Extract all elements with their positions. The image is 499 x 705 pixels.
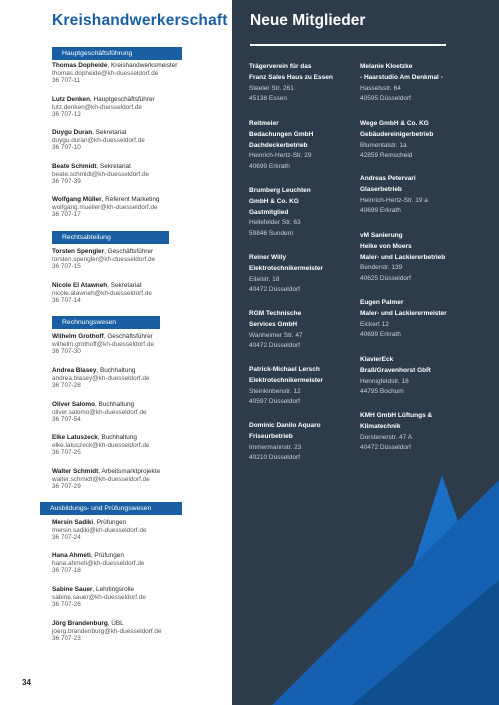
staff-entry — [52, 129, 227, 152]
member-entry — [360, 355, 488, 398]
staff-entry — [52, 196, 227, 219]
staff-entry — [52, 282, 227, 305]
staff-phone: 36 707-11 — [52, 77, 81, 85]
member-address-line: 44795 Bochum — [360, 388, 404, 396]
member-name-line: Elektrotechnikermeister — [249, 264, 324, 272]
member-name-line: Eugen Palmer — [360, 299, 404, 306]
staff-phone: 36 707-18 — [52, 567, 81, 575]
page-number: 34 — [22, 678, 31, 687]
member-name-line: Klimatechnik — [360, 422, 401, 430]
staff-name: Elke Latuszeck — [52, 434, 98, 441]
member-entry — [360, 231, 488, 285]
staff-entry — [52, 586, 227, 609]
staff-entry — [52, 248, 227, 271]
staff-name: Jörg Brandenburg — [52, 620, 108, 627]
page-title: Kreishandwerkerschaft — [52, 12, 228, 29]
staff-email[interactable]: hana.ahmeti@kh-duesseldorf.de — [52, 559, 145, 567]
staff-name: Thomas Dopheide — [52, 62, 108, 69]
member-entry — [249, 119, 377, 173]
staff-email[interactable]: duygu.duran@kh-duesseldorf.de — [52, 136, 145, 144]
staff-role: , Lehrlingsrolle — [92, 586, 135, 593]
member-address-line: Blumentalstr. 1a — [360, 141, 407, 149]
staff-phone: 36 707-14 — [52, 297, 81, 305]
member-address-line: 40625 Düsseldorf — [360, 275, 411, 283]
staff-email[interactable]: thomas.dopheide@kh-duesseldorf.de — [52, 69, 159, 77]
member-address-line: 40472 Düsseldorf — [249, 342, 300, 350]
staff-name: Andrea Blasey — [52, 367, 97, 374]
staff-entry — [52, 333, 227, 356]
staff-entry — [52, 401, 227, 424]
member-address-line: 59846 Sundern — [249, 230, 294, 238]
staff-role: , Buchhaltung — [94, 401, 135, 408]
staff-phone: 36 707-29 — [52, 483, 81, 491]
member-entry — [249, 62, 377, 105]
staff-name: Hana Ahmeti — [52, 552, 91, 559]
staff-name: Duygu Duran — [52, 129, 93, 136]
staff-role: , Sekretariat — [96, 163, 131, 170]
member-name-line: Andreas Petervari — [360, 175, 416, 182]
staff-role: , Arbeitsmarktprojekte — [98, 468, 161, 475]
member-address-line: 45138 Essen — [249, 95, 287, 103]
staff-email[interactable]: wolfgang.mueller@kh-duesseldorf.de — [52, 203, 158, 211]
staff-entry — [52, 468, 227, 491]
staff-name: Beate Schmidt — [52, 163, 97, 170]
staff-entry — [52, 62, 227, 85]
member-address-line: 40597 Düsseldorf — [249, 398, 300, 406]
member-address-line: 40595 Düsseldorf — [360, 95, 411, 103]
staff-email[interactable]: oliver.salomo@kh-duesseldorf.de — [52, 408, 147, 416]
staff-phone: 36 707-24 — [52, 534, 81, 542]
member-entry — [360, 298, 488, 341]
member-entry — [360, 62, 488, 105]
staff-email[interactable]: torsten.spengler@kh-duesseldorf.de — [52, 255, 156, 263]
staff-name: Sabine Sauer — [52, 586, 93, 593]
member-name-line: vM Sanierung — [360, 232, 403, 239]
member-address-line: 40699 Erkrath — [360, 331, 401, 339]
staff-email[interactable]: andrea.blasey@kh-duesseldorf.de — [52, 374, 150, 382]
staff-entry — [52, 434, 227, 457]
member-entry — [249, 365, 377, 408]
member-address-line: Heinrich-Hertz-Str. 29 — [249, 152, 312, 160]
member-name-line: Glaserbetrieb — [360, 185, 402, 193]
staff-role: , Prüfungen — [93, 519, 127, 526]
member-entry — [360, 174, 488, 217]
staff-role: , Referent Marketing — [101, 196, 160, 203]
member-address-line: Eickert 12 — [360, 320, 389, 328]
member-name-line: Patrick-Michael Lersch — [249, 366, 320, 373]
section-header: Hauptgeschäftsführung — [52, 47, 182, 60]
member-address-line: 40210 Düsseldorf — [249, 454, 300, 462]
staff-entry — [52, 163, 227, 186]
staff-entry — [52, 96, 227, 119]
staff-role: , Geschäftsführer — [104, 248, 154, 255]
member-name-line: Franz Sales Haus zu Essen — [249, 73, 333, 81]
staff-phone: 36 707-30 — [52, 348, 81, 356]
staff-email[interactable]: lutz.denken@kh-duesseldorf.de — [52, 103, 142, 111]
member-name-line: Melanie Kloetzke — [360, 63, 413, 70]
staff-phone: 36 707-23 — [52, 635, 81, 643]
staff-email[interactable]: nicole.atawneh@kh-duesseldorf.de — [52, 289, 152, 297]
member-name-line: Bedachungen GmbH — [249, 130, 314, 138]
new-members-title: Neue Mitglieder — [250, 12, 366, 29]
section-header: Rechnungswesen — [52, 316, 160, 329]
member-name-line: Maler- und Lackierermeister — [360, 309, 447, 317]
member-name-line: Trägerverein für das — [249, 63, 312, 70]
member-name-line: Brumberg Leuchten — [249, 187, 311, 194]
member-address-line: Wanheimer Str. 47 — [249, 331, 303, 339]
staff-role: , Prüfungen — [90, 552, 124, 559]
section-header: Ausbildungs- und Prüfungswesen — [40, 502, 182, 515]
staff-role: , Sekretariat — [92, 129, 127, 136]
member-name-line: GmbH & Co. KG — [249, 197, 299, 205]
member-name-line: Reitmeier — [249, 120, 279, 127]
staff-name: Walter Schmidt — [52, 468, 99, 475]
member-name-line: Reiner Willy — [249, 254, 287, 261]
member-name-line: Elektrotechnikermeister — [249, 376, 324, 384]
staff-entry — [52, 519, 227, 542]
member-address-line: 40699 Erkrath — [360, 207, 401, 215]
staff-name: Torsten Spengler — [52, 248, 105, 255]
member-address-line: Hellefelder Str. 63 — [249, 219, 301, 227]
staff-entry — [52, 620, 227, 643]
member-entry — [360, 119, 488, 162]
staff-entry — [52, 367, 227, 390]
staff-phone: 36 707-25 — [52, 449, 81, 457]
member-address-line: Dorstenerstr. 47 A — [360, 433, 413, 441]
staff-name: Wilhelm Grothoff — [52, 333, 104, 340]
member-entry — [249, 421, 377, 464]
decorative-triangles — [232, 0, 499, 705]
staff-email[interactable]: wilhelm.grothoff@kh-duesseldorf.de — [52, 340, 154, 348]
member-name-line: Dominic Danilo Aquaro — [249, 422, 321, 429]
staff-email[interactable]: beate.schmidt@kh-duesseldorf.de — [52, 170, 150, 178]
staff-email[interactable]: mersin.sadiki@kh-duesseldorf.de — [52, 526, 147, 534]
member-address-line: Steinkinbenstr. 12 — [249, 387, 301, 395]
member-address-line: Hasselsstr. 64 — [360, 84, 401, 92]
staff-role: , ÜBL — [107, 620, 124, 627]
member-name-line: Braß/Gravenhorst GbR — [360, 366, 431, 374]
staff-directory-panel — [0, 0, 232, 705]
member-address-line: 42859 Remscheid — [360, 152, 413, 160]
staff-name: Lutz Denken — [52, 96, 90, 103]
member-address-line: 40699 Erkrath — [249, 163, 290, 171]
member-name-line: Gastmitglied — [249, 208, 289, 216]
staff-entry — [52, 552, 227, 575]
member-name-line: Wege GmbH & Co. KG — [360, 120, 429, 127]
staff-name: Wolfgang Müller — [52, 196, 102, 203]
member-address-line: Steeler Str. 261 — [249, 84, 294, 92]
member-name-line: Services GmbH — [249, 320, 298, 328]
staff-role: , Kreishandwerksmeister — [107, 62, 178, 69]
staff-role: , Hauptgeschäftsführer — [90, 96, 155, 103]
staff-email[interactable]: elke.latuszeck@kh-duesseldorf.de — [52, 441, 150, 449]
member-name-line: Heike von Moers — [360, 242, 412, 250]
member-name-line: - Haarstudio Am Denkmal - — [360, 73, 443, 81]
staff-email[interactable]: walter.schmidt@kh-duesseldorf.de — [52, 475, 150, 483]
member-entry — [249, 309, 377, 352]
staff-role: , Buchhaltung — [97, 434, 137, 441]
member-name-line: RGM Technische — [249, 310, 302, 317]
staff-phone: 36 707-15 — [52, 263, 81, 271]
member-name-line: Dachdeckerbetrieb — [249, 141, 308, 149]
member-address-line: 40472 Düsseldorf — [249, 286, 300, 294]
member-entry — [249, 253, 377, 296]
staff-name: Oliver Salomo — [52, 401, 95, 408]
staff-name: Nicole El Atawneh — [52, 282, 108, 289]
staff-phone: 36 707-28 — [52, 382, 81, 390]
staff-phone: 36 707-12 — [52, 111, 81, 119]
member-name-line: Gebäudereinigerbetrieb — [360, 130, 434, 138]
member-address-line: 40472 Düsseldorf — [360, 444, 411, 452]
member-address-line: Hennigfeldstr. 18 — [360, 377, 409, 385]
member-entry — [249, 186, 377, 240]
staff-role: , Sekretariat — [107, 282, 142, 289]
staff-email[interactable]: joerg.brandenburg@kh-duesseldorf.de — [52, 627, 162, 635]
member-address-line: Heinrich-Hertz-Str. 19 a — [360, 196, 428, 204]
title-underline — [250, 44, 446, 46]
staff-phone: 36 707-54 — [52, 416, 81, 424]
staff-role: , Geschäftsführer — [103, 333, 153, 340]
member-name-line: KMH GmbH Lüftungs & — [360, 412, 433, 419]
staff-role: , Buchhaltung — [96, 367, 136, 374]
member-address-line: Benderstr. 139 — [360, 264, 403, 272]
staff-email[interactable]: sabine.sauer@kh-duesseldorf.de — [52, 593, 146, 601]
staff-name: Mersin Sadiki — [52, 519, 94, 526]
member-name-line: KlavierEck — [360, 356, 394, 363]
staff-phone: 36 707-10 — [52, 144, 81, 152]
member-address-line: Eitelstr. 18 — [249, 275, 280, 283]
staff-phone: 36 707-26 — [52, 601, 81, 609]
member-name-line: Friseurbetrieb — [249, 432, 293, 440]
member-address-line: Immermannstr. 23 — [249, 443, 302, 451]
member-name-line: Maler- und Lackiererbetrieb — [360, 253, 446, 261]
section-header: Rechtsabteilung — [52, 231, 169, 244]
member-entry — [360, 411, 488, 454]
staff-phone: 36 707-17 — [52, 211, 81, 219]
staff-phone: 36 707-39 — [52, 178, 81, 186]
